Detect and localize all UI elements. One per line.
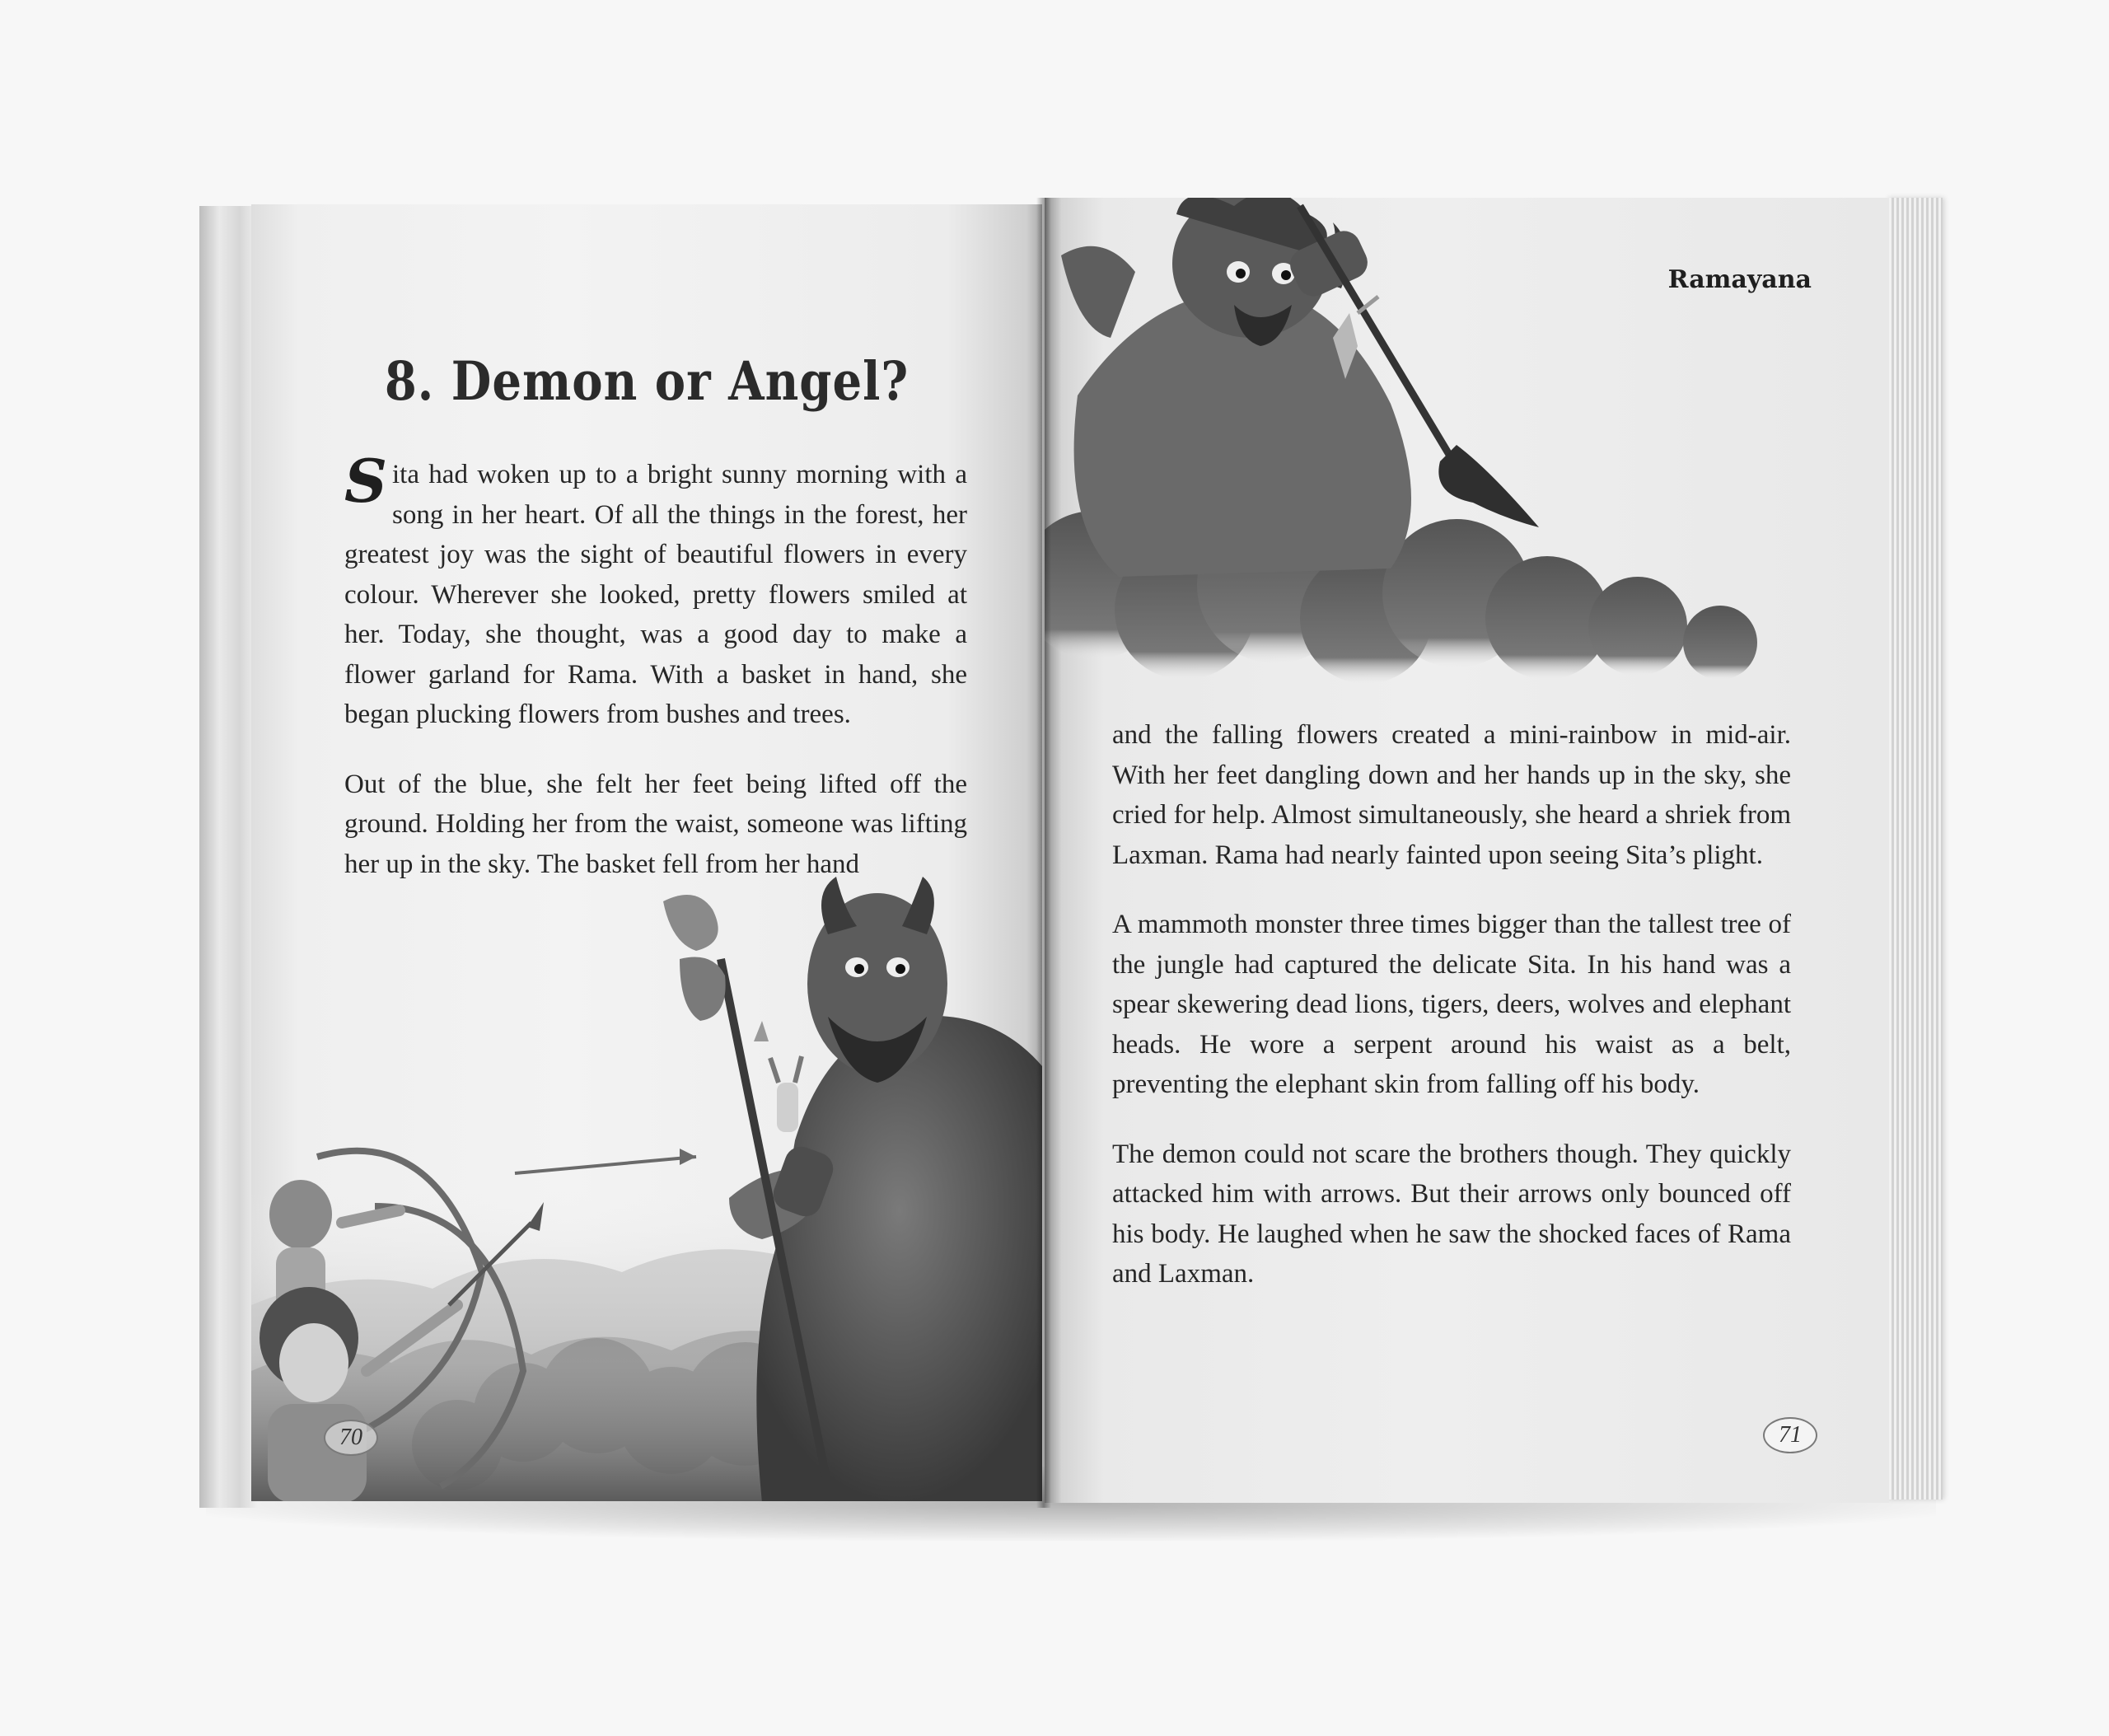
left-page-text (344, 446, 967, 884)
dropcap-letter: S (344, 446, 387, 516)
demon-and-archers-illustration (251, 877, 1042, 1501)
book-spine (1036, 198, 1051, 1508)
right-page-text (1112, 715, 1791, 1294)
chapter-title: 8. Demon or Angel? (384, 350, 910, 413)
paragraph-4: A mammoth monster three times bigger than the tallest tree of the jungle had captured the delicate Sita. In his hand was a spear skewering dead lions, tigers, deers, wolves and elephant heads. He wore a serpent around his waist as a belt, preventing the elephant skin from falling off his body. (1112, 910, 1791, 1099)
paragraph-3: and the falling flowers created a mini-rainbow in mid-air. With her feet dangling down and her hands up in the sky, she cried for help. Almost simultaneously, she heard a shriek from Laxman. Rama had nearly fainted upon seeing Sita’s plight. (1112, 720, 1791, 870)
left-page-number: 70 (324, 1420, 378, 1456)
right-page-number: 71 (1763, 1417, 1817, 1453)
right-page-edges (1887, 198, 1943, 1500)
paragraph-1-text: ita had woken up to a bright sunny morning with a song in her heart. Of all the things in the forest, her greatest joy was the sight of beautiful flowers in every colour. Wherever she looked, pretty flowers smiled at her. Today, she thought, was a good day to make a flower garland for Rama. With a basket in hand, she began plucking flowers from bushes and trees. (344, 460, 967, 729)
left-page (251, 204, 1042, 1501)
demon-figure (729, 877, 1042, 1501)
paragraph-1 (344, 446, 967, 735)
paragraph-5: The demon could not scare the brothers though. They quickly attacked him with arrows. But their arrows only bounced off his body. He laughed when he saw the shocked faces of Rama and Laxman. (1112, 1139, 1791, 1289)
right-page (1045, 198, 1889, 1503)
paragraph-2: Out of the blue, she felt her feet being lifted off the ground. Holding her from the waist, someone was lifting her up in the sky. The basket fell from her hand (344, 769, 967, 879)
left-page-edges (199, 206, 257, 1508)
running-head: Ramayana (1667, 265, 1812, 294)
